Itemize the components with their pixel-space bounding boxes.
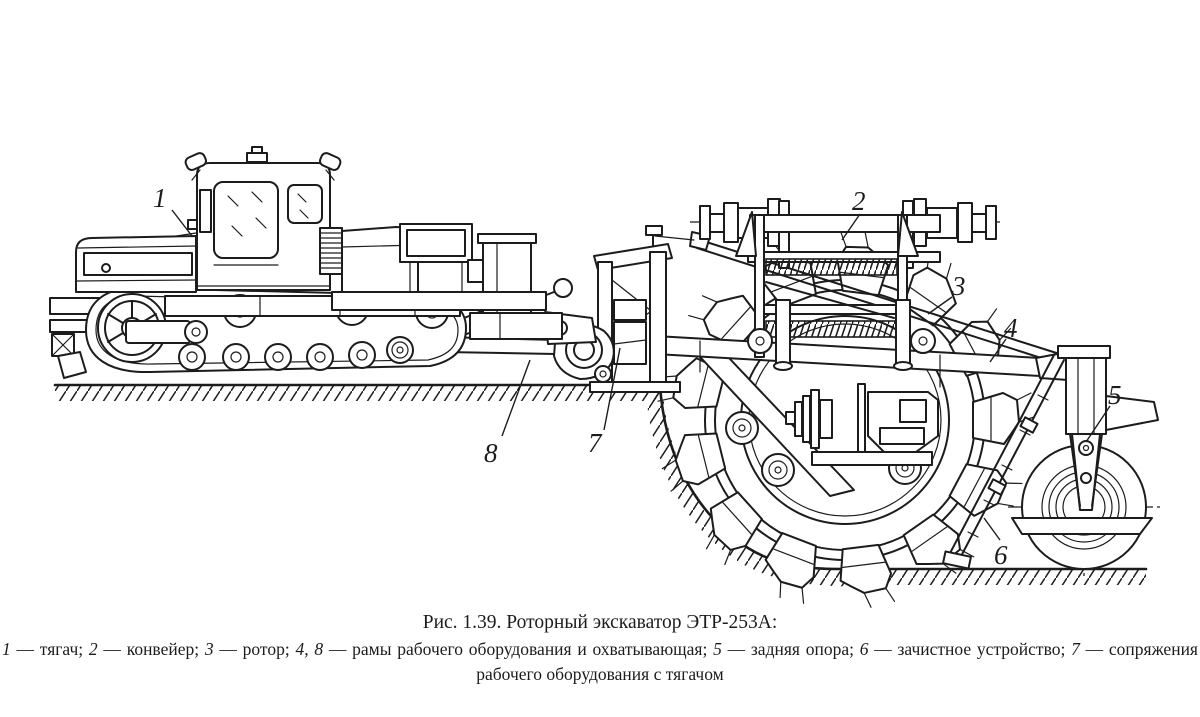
callout-3: 3 xyxy=(952,271,966,301)
legend-item-number: 3 xyxy=(204,639,214,659)
legend-item-number: 6 xyxy=(859,639,869,659)
legend-item-number: 5 xyxy=(713,639,722,659)
callout-8: 8 xyxy=(484,438,498,468)
legend-item-number: 1 xyxy=(2,639,11,659)
callout-7: 7 xyxy=(588,428,602,458)
figure-legend: 1 — тягач; 2 — конвейер; 3 — ротор; 4, 8 — рамы рабочего оборудования и охватывающая; 5 — задняя опора; 6 — зачистное устройство; 7 — сопряжения рабочего оборудования с тягачом xyxy=(2,639,1198,685)
callout-6: 6 xyxy=(994,540,1008,570)
callout-5: 5 xyxy=(1108,380,1122,410)
legend-item-number: 4, 8 xyxy=(295,639,324,659)
callout-4: 4 xyxy=(1004,313,1018,343)
callout-1: 1 xyxy=(153,183,167,213)
callout-2: 2 xyxy=(852,186,866,216)
legend-item-number: 7 xyxy=(1071,639,1080,659)
legend-item-number: 2 xyxy=(88,639,98,659)
rear-support xyxy=(1008,346,1164,576)
figure-caption: Рис. 1.39. Роторный экскаватор ЭТР-253А: xyxy=(422,612,778,633)
